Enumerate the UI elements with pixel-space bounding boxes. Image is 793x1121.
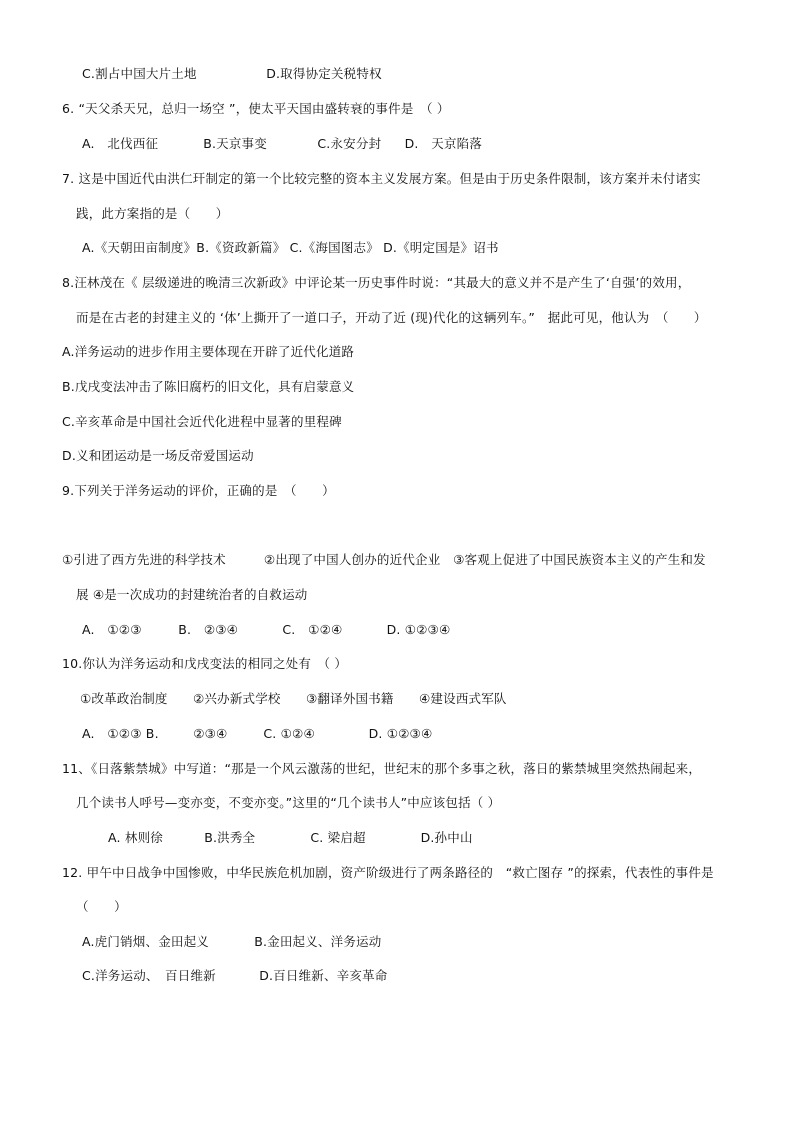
q12-stem-line2: （ ） — [76, 899, 127, 914]
q5-option-c: C.割占中国大片土地 — [82, 66, 197, 81]
q11-option-c: C. 梁启超 — [310, 830, 366, 845]
q12-option-b: B.金田起义、洋务运动 — [254, 934, 382, 949]
q11-stem-line2: 几个读书人呼号—变亦变，不变亦变。”这里的“几个读书人”中应该包括（ ） — [76, 795, 501, 810]
q6-option-a: A. 北伐西征 — [82, 136, 159, 151]
q8-stem-line2: 而是在古老的封建主义的 ‘体’上撕开了一道口子，开动了近 (现)代化的这辆列车。” 据此可见，他认为 （ ） — [76, 310, 707, 325]
q11-option-b: B.洪秀全 — [204, 830, 256, 845]
q10-option-b: ②③④ — [193, 726, 228, 741]
q11-option-a: A. 林则徐 — [108, 830, 163, 845]
q10-option-d: D. ①②③④ — [368, 726, 433, 741]
q9-option-c: C. ①②④ — [282, 622, 343, 637]
q9-stem: 9.下列关于洋务运动的评价，正确的是 （ ） — [62, 483, 335, 498]
q12-option-d: D.百日维新、辛亥革命 — [259, 968, 388, 983]
q8-stem-line1: 8.汪林茂在《 层级递进的晚清三次新政》中评论某一历史事件时说：“其最大的意义并不是产生了‘自强’的效用， — [62, 275, 691, 290]
q10-option-c: C. ①②④ — [263, 726, 315, 741]
q8-option-c: C.辛亥革命是中国社会近代化进程中显著的里程碑 — [62, 414, 342, 429]
q6-option-b: B.天京事变 — [203, 136, 267, 151]
q8-option-a: A.洋务运动的进步作用主要体现在开辟了近代化道路 — [62, 344, 355, 359]
q7-options: A.《天朝田亩制度》B.《资政新篇》 C.《海国图志》 D.《明定国是》诏书 — [82, 240, 499, 255]
q10-options — [82, 726, 432, 742]
q6-options — [82, 136, 482, 152]
q7-stem-line1: 7. 这是中国近代由洪仁玕制定的第一个比较完整的资本主义发展方案。但是由于历史条件限制，该方案并未付诸实 — [62, 171, 701, 186]
q10-items: ①改革政治制度 ②兴办新式学校 ③翻译外国书籍 ④建设西式军队 — [80, 691, 507, 706]
q5-option-d: D.取得协定关税特权 — [266, 66, 382, 81]
q5-options-row — [82, 66, 382, 82]
q9-options — [82, 622, 450, 638]
q9-option-a: A. ①②③ — [82, 622, 142, 637]
q12-stem-line1: 12. 甲午中日战争中国惨败，中华民族危机加剧，资产阶级进行了两条路径的 “救亡图存 ”的探索，代表性的事件是 — [62, 865, 714, 880]
q11-options — [108, 830, 473, 846]
q6-option-d: D. 天京陷落 — [404, 136, 483, 151]
q6-option-c: C.永安分封 — [317, 136, 382, 151]
q9-option-d: D. ①②③④ — [386, 622, 451, 637]
q9-items-line1: ①引进了西方先进的科学技术 ②出现了中国人创办的近代企业 ③客观上促进了中国民族资本主义的产生和发 — [62, 552, 706, 567]
q8-option-b: B.戊戌变法冲击了陈旧腐朽的旧文化，具有启蒙意义 — [62, 379, 355, 394]
q11-stem-line1: 11、《日落紫禁城》中写道：“那是一个风云激荡的世纪，世纪末的那个多事之秋，落日的紫禁城里突然热闹起来， — [62, 761, 702, 776]
q8-option-d: D.义和团运动是一场反帝爱国运动 — [62, 448, 254, 463]
q9-option-b: B. ②③④ — [178, 622, 239, 637]
q12-options-row1 — [82, 934, 381, 950]
q12-option-c: C.洋务运动、 百日维新 — [82, 968, 216, 983]
q12-option-a: A.虎门销烟、金田起义 — [82, 934, 210, 949]
q12-options-row2 — [82, 968, 388, 984]
q10-option-a: A. ①②③ B. — [82, 726, 159, 741]
q10-stem: 10.你认为洋务运动和戊戌变法的相同之处有 （ ） — [62, 656, 348, 671]
q7-stem-line2: 践，此方案指的是（ ） — [76, 206, 229, 221]
q9-items-line2: 展 ④是一次成功的封建统治者的自救运动 — [76, 587, 308, 602]
q11-option-d: D.孙中山 — [420, 830, 473, 845]
q6-stem: 6. “天父杀天兄，总归一场空 ”，使太平天国由盛转衰的事件是 （ ） — [62, 101, 450, 116]
